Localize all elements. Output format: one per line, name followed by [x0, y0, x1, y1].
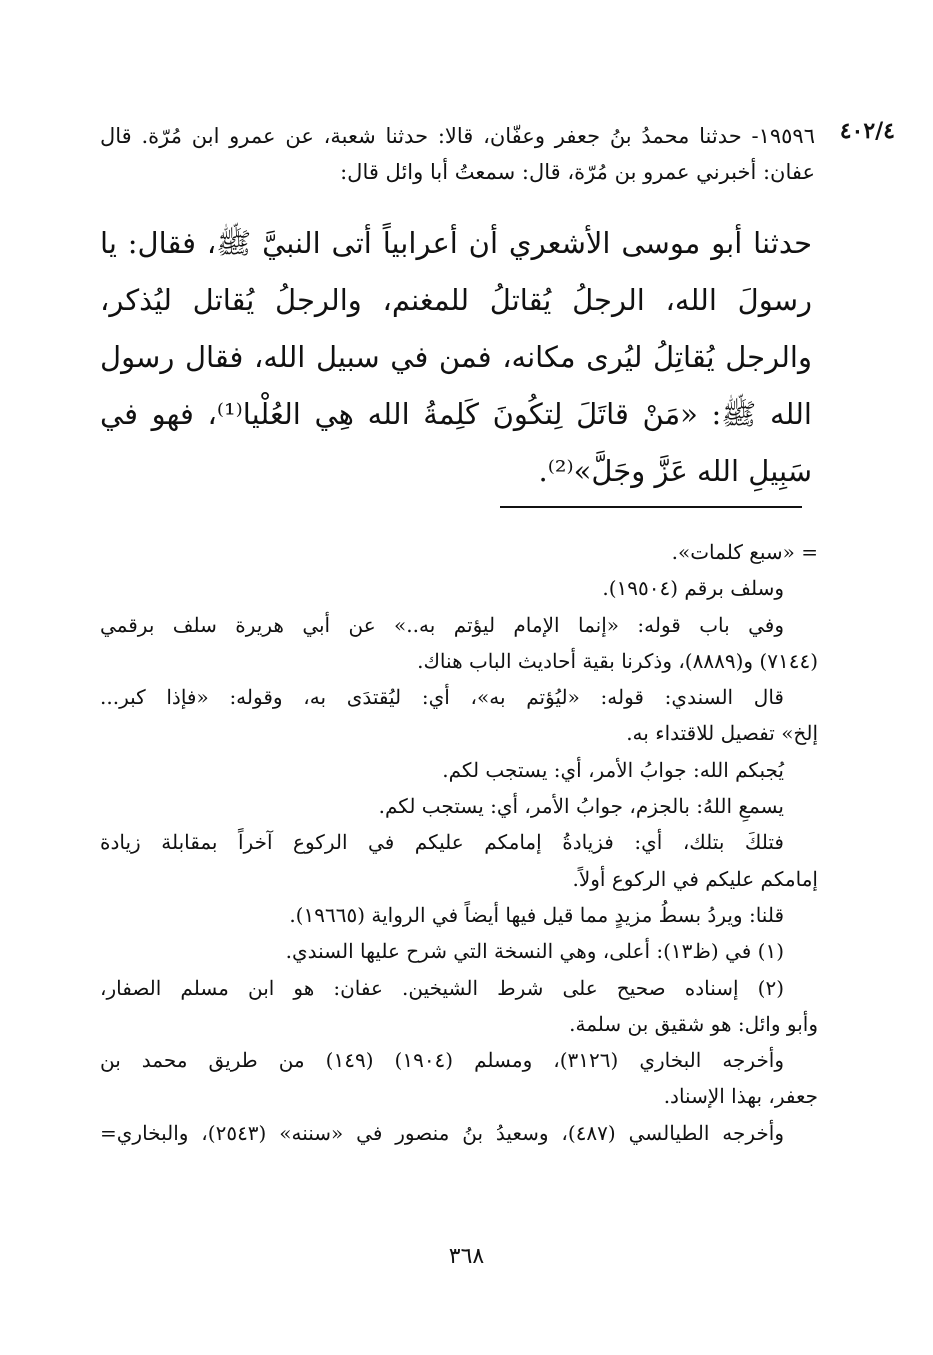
isnad-text: ١٩٥٩٦- حدثنا محمدُ بنُ جعفر وعفّان، قالا: حدثنا شعبة، عن عمرو ابن مُرّة. قال عفان: أخبرني عمرو بن مُرّة، قال: سمعتُ أبا وائل قال:	[100, 124, 815, 184]
footnote-line: قال السندي: قوله: «ليُؤتم به»، أي: ليُقتدَى به، وقوله: «فإذا كبر...	[100, 685, 784, 710]
footnote-line: وسلف برقم (١٩٥٠٤).	[602, 576, 784, 601]
footnote-line: (٧١٤٤) و(٨٨٨٩)، وذكرنا بقية أحاديث الباب هناك.	[417, 648, 818, 673]
matn-text: حدثنا أبو موسى الأشعري أن أعرابياً أتى النبيَّ ﷺ، فقال: يا رسولَ الله، الرجلُ يُقاتلُ للمغنم، والرجلُ يُقاتل ليُذكر، والرجل يُقاتِلُ ليُرى مكانه، فمن في سبيل الله، فقال رسول الله ﷺ: «مَنْ قاتَلَ لِتكُونَ كَلِمةُ الله هِي العُلْيا⁽¹⁾، فهو في سَبِيلِ الله عَزَّ وجَلَّ»⁽²⁾.	[100, 226, 812, 488]
footnote-line: وأخرجه البخاري (٣١٢٦)، ومسلم (١٩٠٤) (١٤٩) من طريق محمد بن	[100, 1048, 785, 1073]
footnote-line: يُجبكم الله: جوابُ الأمر، أي: يستجب لكم.	[442, 757, 784, 782]
footnote-line: وأبو وائل: هو شقيق بن سلمة.	[569, 1011, 818, 1036]
footnote-line: إمامكم عليكم في الركوع أولاً.	[572, 866, 818, 891]
page-number: ٣٦٨	[448, 1244, 485, 1269]
footnote-line: = «سبع كلمات».	[671, 540, 818, 564]
footnote-line: (١) في (ظ١٣): أعلى، وهي النسخة التي شرح عليها السندي.	[285, 939, 784, 964]
footnote-line: فتلكَ بتلك، أي: فزيادةُ إمامكم عليكم في الركوع آخراً بمقابلة زيادة	[100, 830, 784, 855]
footnote-line: وفي باب قوله: «إنما الإمام ليؤتم به..» عن أبي هريرة سلف برقمي	[100, 612, 784, 637]
footnote-line: قلنا: ويردُ بسطُ مزيدٍ مما قيل فيها أيضاً في الرواية (١٩٦٦٥).	[289, 902, 784, 927]
volume-page-reference: ٤٠٢/٤	[839, 118, 895, 144]
footnote-line: يسمعِ اللهُ: بالجزم، جوابُ الأمر، أي: يستجب لكم.	[378, 794, 784, 819]
footnote-divider	[500, 506, 802, 508]
footnotes	[100, 534, 818, 1151]
footnote-line: وأخرجه الطيالسي (٤٨٧)، وسعيدُ بنُ منصور في «سننه» (٢٥٤٣)، والبخاري=	[100, 1120, 784, 1145]
footnote-line: جعفر، بهذا الإسناد.	[663, 1084, 818, 1109]
footnote-line: (٢) إسناده صحيح على شرط الشيخين. عفان: هو ابن مسلم الصفار،	[100, 975, 784, 1000]
hadith-text	[100, 215, 812, 500]
footnote-line: إلخ» تفصيل للاقتداء به.	[626, 721, 818, 746]
hadith-chain	[100, 118, 815, 190]
